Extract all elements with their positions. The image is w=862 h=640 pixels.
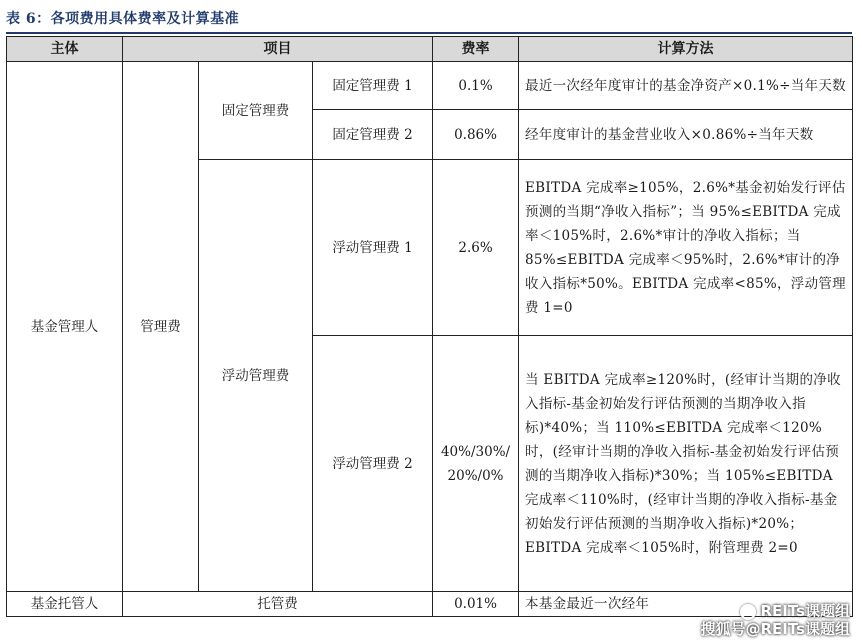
header-subject: 主体	[7, 37, 123, 62]
cell-float1-rate: 2.6%	[433, 160, 519, 336]
watermark	[700, 602, 850, 638]
cell-fixed2-rate: 0.86%	[433, 110, 519, 160]
table-title: 表 6：各项费用具体费率及计算基准	[6, 11, 240, 27]
cell-custodian: 基金托管人	[7, 592, 123, 617]
header-row	[7, 37, 853, 62]
cell-float1-name: 浮动管理费 1	[313, 160, 433, 336]
cell-fixed2-name: 固定管理费 2	[313, 110, 433, 160]
watermark-text1: REITs课题组	[760, 602, 850, 620]
watermark-line1	[700, 602, 850, 620]
cell-float2-method: 当 EBITDA 完成率≥120%时，(经审计当期的净收入指标-基金初始发行评估预测的当期净收入指标)*40%；当 110%≤EBITDA 完成率＜120%时，(经审计当期的净收入指标-基金初始发行评估预测的当期净收入指标)*30%；当 105%≤EBITDA 完成率＜110%时，(经审计当期的净收入指标-基金初始发行评估预测的当期净收入指标)*20%；EBITDA 完成率＜105%时，附管理费 2=0	[519, 336, 853, 592]
cell-float2-name: 浮动管理费 2	[313, 336, 433, 592]
title-rule	[6, 32, 852, 34]
cell-fixed1-method: 最近一次经年度审计的基金净资产×0.1%÷当年天数	[519, 62, 853, 110]
watermark-line2: 搜狐号@REITs课题组	[700, 620, 850, 638]
header-method: 计算方法	[519, 37, 853, 62]
cell-fixed2-method: 经年度审计的基金营业收入×0.86%÷当年天数	[519, 110, 853, 160]
cell-float-fee: 浮动管理费	[199, 160, 313, 592]
table-row	[7, 62, 853, 110]
header-item: 项目	[123, 37, 433, 62]
cell-manager: 基金管理人	[7, 62, 123, 592]
cell-custody-method: 本基金最近一次经年	[519, 592, 853, 617]
cell-fixed1-name: 固定管理费 1	[313, 62, 433, 110]
cell-mgmt-fee: 管理费	[123, 62, 199, 592]
cell-custody-fee: 托管费	[123, 592, 433, 617]
cell-fixed1-rate: 0.1%	[433, 62, 519, 110]
fee-table	[6, 36, 853, 617]
cell-float2-rate: 40%/30%/20%/0%	[433, 336, 519, 592]
cell-float1-method: EBITDA 完成率≥105%，2.6%*基金初始发行评估预测的当期“净收入指标”；当 95%≤EBITDA 完成率＜105%时，2.6%*审计的净收入指标；当 85%≤EBITDA 完成率＜95%时，2.6%*审计的净收入指标*50%。EBITDA 完成率<85%，浮动管理费 1=0	[519, 160, 853, 336]
cell-fixed-fee: 固定管理费	[199, 62, 313, 160]
header-rate: 费率	[433, 37, 519, 62]
cell-custody-rate: 0.01%	[433, 592, 519, 617]
wechat-icon	[740, 604, 756, 620]
